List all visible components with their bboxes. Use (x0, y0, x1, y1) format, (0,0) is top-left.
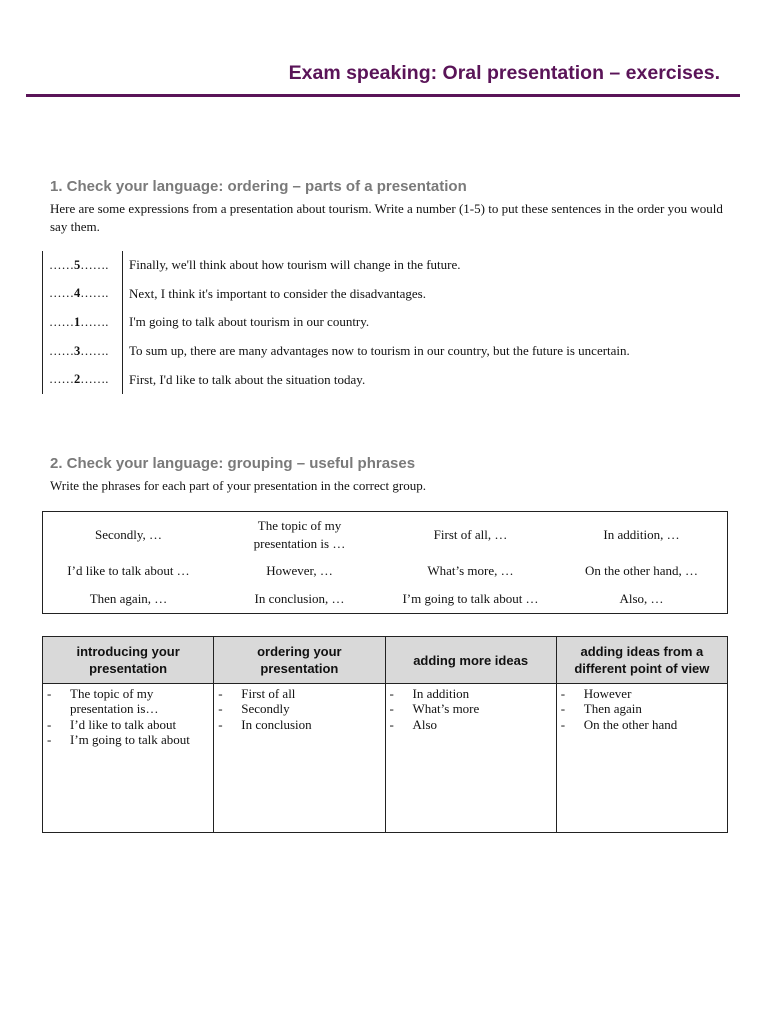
answer-item: - I’d like to talk about (45, 717, 209, 732)
order-number-field[interactable]: …… 5 ……. (43, 251, 123, 280)
answer-cell-adding[interactable] (385, 684, 556, 833)
answer-item: - Then again (559, 701, 723, 716)
order-sentence: Next, I think it's important to consider the disadvantages. (129, 285, 426, 301)
title-divider (26, 94, 740, 97)
section-2-heading: 2. Check your language: grouping – useful phrases (50, 455, 416, 472)
order-number-field[interactable]: …… 4 ……. (43, 280, 123, 309)
phrase: Then again, … (89, 591, 168, 606)
page-title: Exam speaking: Oral presentation – exercises. (288, 62, 720, 84)
answer-item: - What’s more (388, 701, 552, 716)
ordering-list (42, 251, 630, 394)
order-number: 3 (74, 343, 81, 358)
column-header-introducing: introducing your presentation (43, 637, 214, 684)
order-sentence: Finally, we'll think about how tourism will change in the future. (129, 257, 461, 273)
column-header-ordering: ordering your presentation (214, 637, 385, 684)
order-number-field[interactable]: …… 3 ……. (43, 337, 123, 366)
answer-item: - First of all (216, 686, 380, 701)
section-2-instructions: Write the phrases for each part of your presentation in the correct group. (50, 478, 426, 493)
ordering-item (43, 280, 630, 309)
order-sentence: First, I'd like to talk about the situation today. (129, 371, 366, 387)
order-number: 1 (74, 314, 81, 329)
phrase: What’s more, … (427, 563, 514, 578)
phrase: First of all, … (433, 526, 508, 542)
order-number: 5 (74, 257, 81, 272)
grouping-table (42, 636, 728, 833)
column-header-adding: adding more ideas (385, 637, 556, 684)
section-1-instructions: Here are some expressions from a presentation about tourism. Write a number (1-5) to put these sentences in the order you would say them. (50, 201, 723, 234)
phrase: I’m going to talk about … (402, 591, 539, 606)
ordering-item (43, 308, 630, 337)
answer-item: - On the other hand (559, 717, 723, 732)
order-sentence: I'm going to talk about tourism in our country. (129, 314, 370, 330)
phrase: The topic of my presentation is … (253, 517, 346, 551)
answer-item: - However (559, 686, 723, 701)
order-number-field[interactable]: …… 1 ……. (43, 308, 123, 337)
answer-cell-different-view[interactable] (556, 684, 727, 833)
answer-cell-introducing[interactable] (43, 684, 214, 833)
order-number-field[interactable]: …… 2 ……. (43, 365, 123, 394)
answer-item: - In addition (388, 686, 552, 701)
answer-item: - Secondly (216, 701, 380, 716)
section-1-heading: 1. Check your language: ordering – parts of a presentation (50, 178, 467, 195)
answer-item: - The topic of my presentation is… (45, 686, 209, 717)
order-number: 2 (74, 372, 81, 387)
answer-item: - Also (388, 717, 552, 732)
phrase-bank (42, 511, 728, 614)
ordering-item (43, 337, 630, 366)
phrase: Secondly, … (94, 526, 163, 542)
phrase: However, … (266, 563, 333, 578)
phrase: Also, … (619, 591, 664, 606)
answer-item: - I’m going to talk about (45, 732, 209, 747)
ordering-item (43, 365, 630, 394)
phrase: I’d like to talk about … (67, 563, 190, 578)
column-header-different-view: adding ideas from a different point of view (556, 637, 727, 684)
order-sentence: To sum up, there are many advantages now to tourism in our country, but the future is uncertain. (129, 343, 630, 359)
answer-cell-ordering[interactable] (214, 684, 385, 833)
phrase: In addition, … (603, 526, 680, 542)
answer-item: - In conclusion (216, 717, 380, 732)
phrase: On the other hand, … (584, 563, 698, 578)
ordering-item (43, 251, 630, 280)
phrase: In conclusion, … (254, 591, 345, 606)
order-number: 4 (74, 286, 81, 301)
